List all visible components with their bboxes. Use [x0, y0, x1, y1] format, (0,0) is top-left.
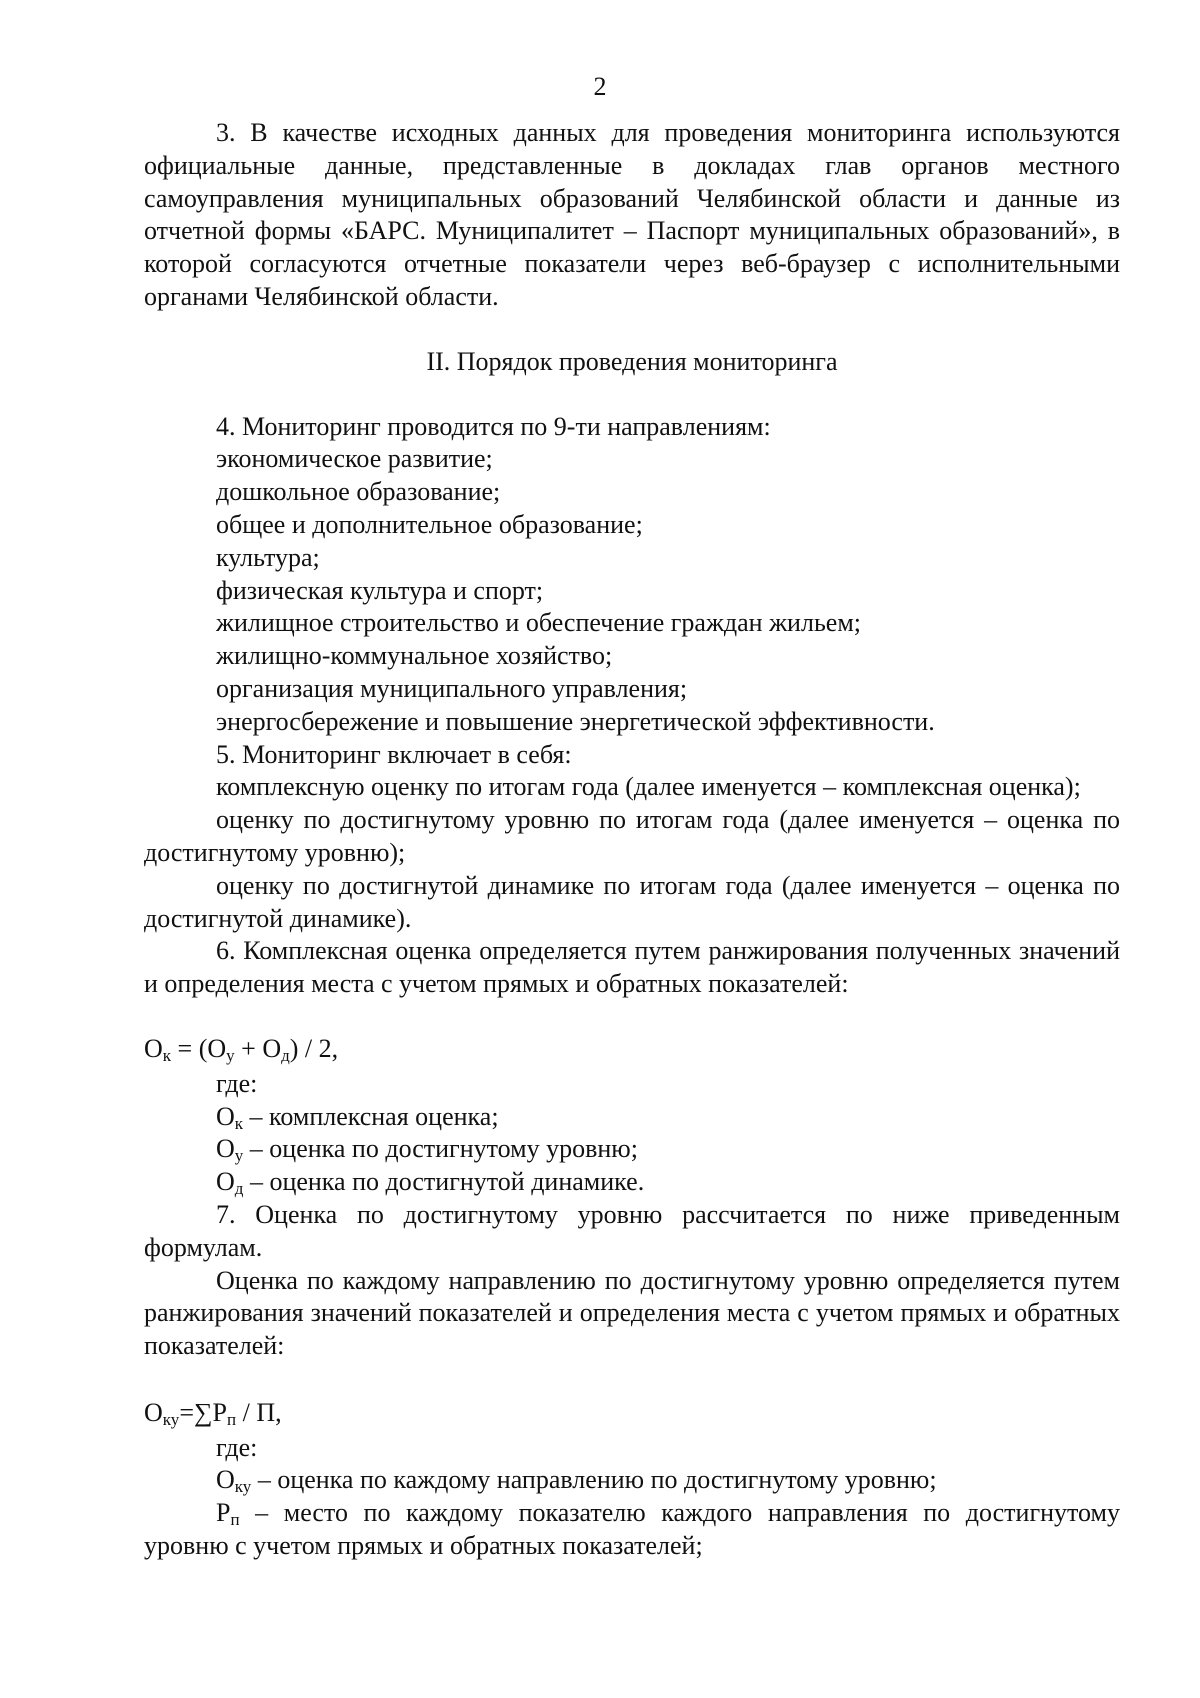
- paragraph-7: 7. Оценка по достигнутому уровню рассчитается по ниже приведенным формулам.: [144, 1199, 1120, 1262]
- direction-item: культура;: [216, 542, 320, 572]
- direction-item: дошкольное образование;: [216, 477, 501, 507]
- definition-item: $О_у$ – оценка по достигнутому уровню;: [216, 1134, 638, 1166]
- definition-item: $О_д$ – оценка по достигнутой динамике.: [216, 1167, 645, 1199]
- where-label: где:: [216, 1068, 258, 1098]
- paragraph-7b: Оценка по каждому направлению по достигнутому уровню определяется путем ранжирования значений показателей и определения места с учетом прямых и обратных показателей:: [144, 1265, 1120, 1361]
- definition-item: $О_к$ – комплексная оценка;: [216, 1101, 499, 1133]
- definition-item: $Р_п$ – место по каждому показателю каждого направления по достигнутому уровню с учетом прямых и обратных показателей;: [144, 1498, 1120, 1561]
- direction-item: общее и дополнительное образование;: [216, 509, 643, 539]
- section-heading: II. Порядок проведения мониторинга: [426, 346, 838, 376]
- direction-item: энергосбережение и повышение энергетической эффективности.: [216, 706, 935, 736]
- monitoring-item: комплексную оценку по итогам года (далее именуется – комплексная оценка);: [216, 772, 1081, 802]
- direction-item: жилищное строительство и обеспечение граждан жильем;: [216, 608, 862, 638]
- page-number: 2: [593, 72, 607, 101]
- document-body: [144, 117, 1120, 1563]
- direction-item: физическая культура и спорт;: [216, 575, 544, 605]
- paragraph-3: 3. В качестве исходных данных для проведения мониторинга используются официальные данные, представленные в докладах глав органов местного самоуправления муниципальных образований Челябинской области и данные из отчетной формы «БАРС. Муниципалитет – Паспорт муниципальных образований», в которой согласуются отчетные показатели через веб-браузер с исполнительными органами Челябинской области.: [144, 118, 1120, 311]
- direction-item: организация муниципального управления;: [216, 673, 688, 703]
- direction-item: экономическое развитие;: [216, 444, 493, 474]
- direction-item: жилищно-коммунальное хозяйство;: [216, 641, 613, 671]
- where-label: где:: [216, 1432, 258, 1462]
- definition-item: $О_{ку}$ – оценка по каждому направлению по достигнутому уровню;: [216, 1465, 937, 1497]
- formula-complex-score: $О_к = (О_у + О_д) / 2$,: [144, 1033, 339, 1065]
- monitoring-item: оценку по достигнутому уровню по итогам года (далее именуется – оценка по достигнутому уровню);: [144, 805, 1120, 867]
- monitoring-item: оценку по достигнутой динамике по итогам года (далее именуется – оценка по достигнутой динамике).: [144, 870, 1120, 933]
- paragraph-4: 4. Мониторинг проводится по 9-ти направлениям:: [216, 411, 771, 441]
- paragraph-5: 5. Мониторинг включает в себя:: [216, 739, 572, 769]
- paragraph-6: 6. Комплексная оценка определяется путем ранжирования полученных значений и определения места с учетом прямых и обратных показателей:: [144, 936, 1120, 999]
- formula-level-score: $О_{ку}=\sum Р_п / П$,: [144, 1397, 282, 1429]
